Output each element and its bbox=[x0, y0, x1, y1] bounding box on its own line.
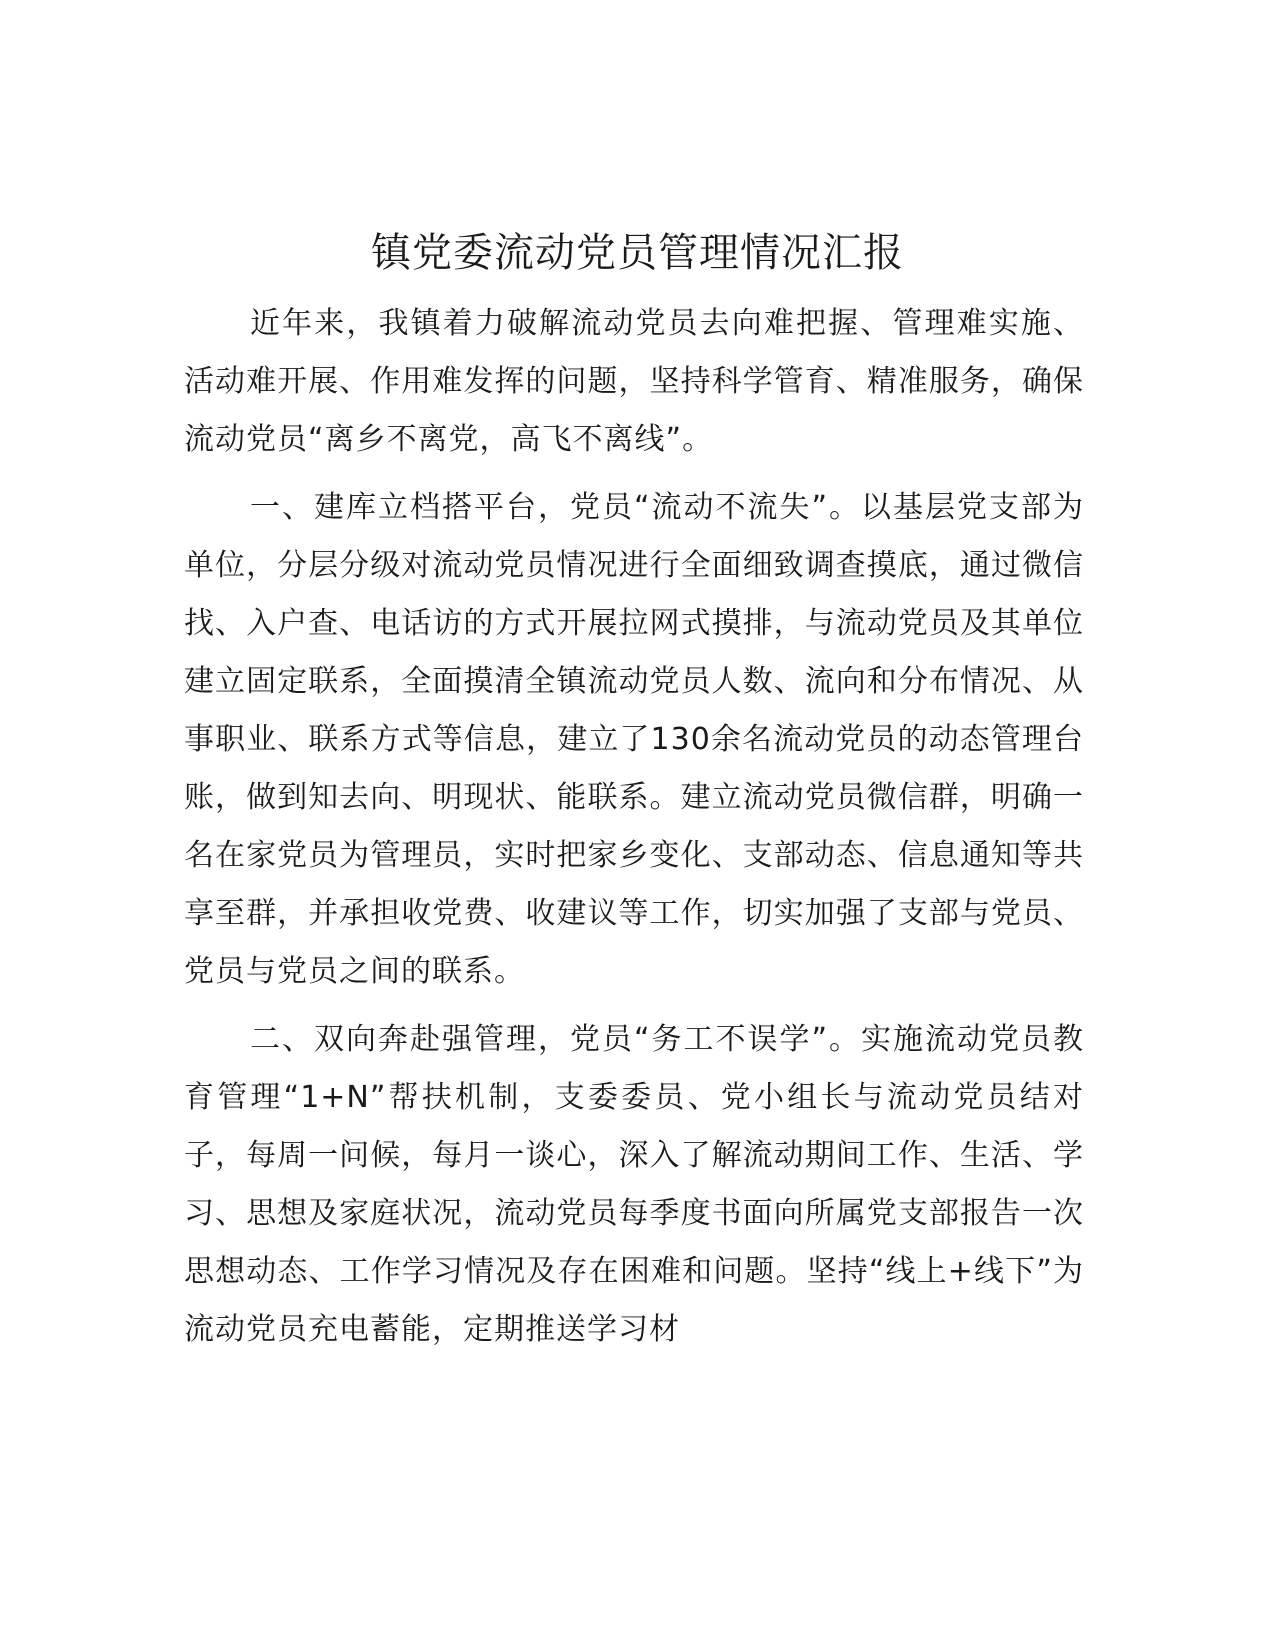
paragraph-section-two: 二、双向奔赴强管理，党员“务工不误学”。实施流动党员教育管理“1+N”帮扶机制，支委委员、党小组长与流动党员结对子，每周一问候，每月一谈心，深入了解流动期间工作、生活、学习、思想及家庭状况，流动党员每季度书面向所属党支部报告一次思想动态、工作学习情况及存在困难和问题。坚持“线上+线下”为流动党员充电蓄能，定期推送学习材 bbox=[184, 1022, 1084, 1347]
paragraph-intro: 近年来，我镇着力破解流动党员去向难把握、管理难实施、活动难开展、作用难发挥的问题，坚持科学管育、精准服务，确保流动党员“离乡不离党，高飞不离线”。 bbox=[184, 306, 1084, 457]
paragraph-section-one: 一、建库立档搭平台，党员“流动不流失”。以基层党支部为单位，分层分级对流动党员情况进行全面细致调查摸底，通过微信找、入户查、电话访的方式开展拉网式摸排，与流动党员及其单位建立固定联系，全面摸清全镇流动党员人数、流向和分布情况、从事职业、联系方式等信息，建立了130余名流动党员的动态管理台账，做到知去向、明现状、能联系。建立流动党员微信群，明确一名在家党员为管理员，实时把家乡变化、支部动态、信息通知等共享至群，并承担收党费、收建议等工作，切实加强了支部与党员、党员与党员之间的联系。 bbox=[184, 490, 1084, 989]
document-body bbox=[184, 295, 1084, 1359]
document-title: 镇党委流动党员管理情况汇报 bbox=[371, 230, 904, 276]
